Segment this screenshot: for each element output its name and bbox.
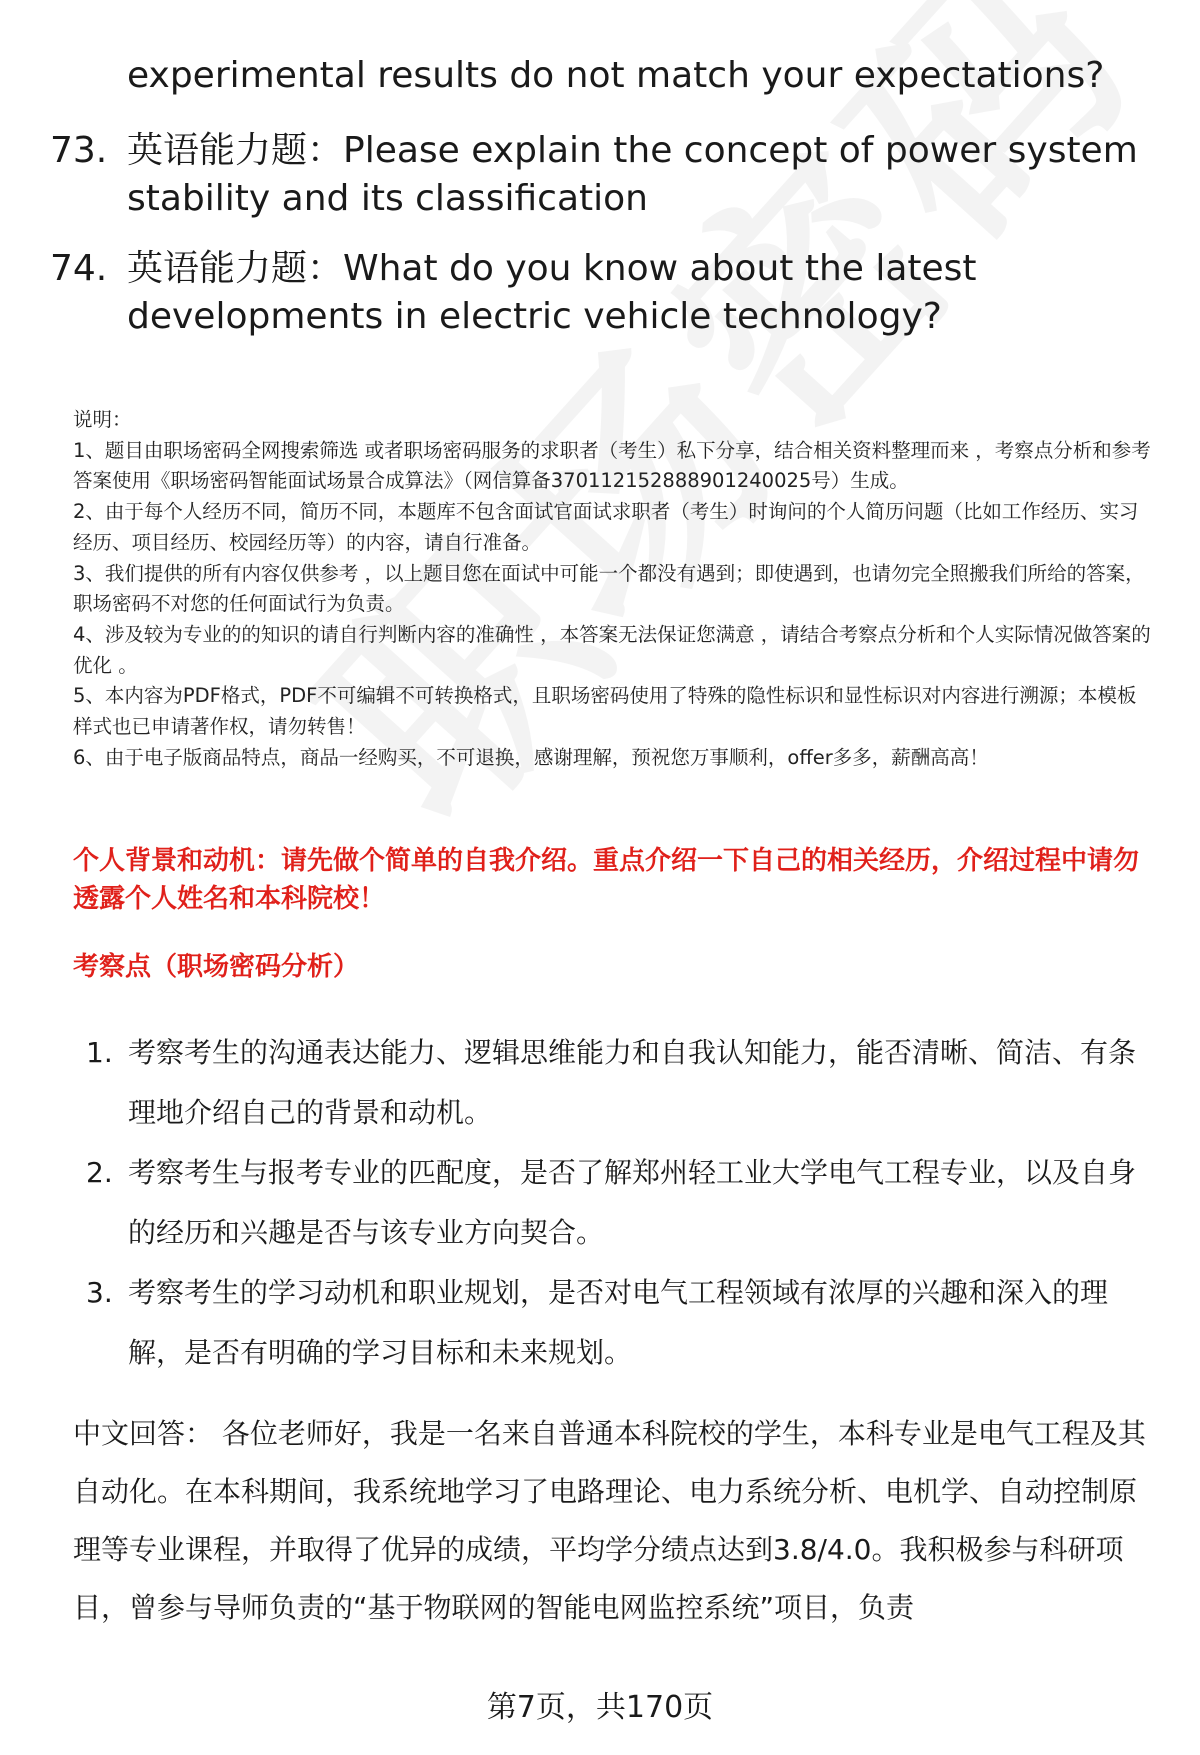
question-text: 英语能力题：Please explain the concept of power system stability and its classification [127, 130, 1138, 219]
criteria-item [73, 1143, 1153, 1263]
question-number: 73. [50, 130, 108, 171]
question-73 [50, 127, 1140, 223]
notes-section [73, 405, 1153, 773]
note-item: 6、由于电子版商品特点，商品一经购买，不可退换，感谢理解，预祝您万事顺利，offer多多，薪酬高高！ [73, 745, 989, 769]
criteria-item [73, 1263, 1153, 1383]
notes-title: 说明： [73, 408, 132, 431]
question-text: 英语能力题：What do you know about the latest developments in electric vehicle technology? [127, 248, 977, 337]
note-item: 1、题目由职场密码全网搜索筛选 或者职场密码服务的求职者（考生）私下分享，结合相关资料整理而来 ，考察点分析和参考答案使用《职场密码智能面试场景合成算法》（网信算备370112152888901240025号）生成。 [73, 438, 1151, 493]
continuation-text: experimental results do not match your expectations? [127, 55, 1105, 96]
section-points-title: 考察点（职场密码分析） [73, 952, 360, 982]
note-item: 3、我们提供的所有内容仅供参考 ，以上题目您在面试中可能一个都没有遇到；即使遇到，也请勿完全照搬我们所给的答案，职场密码不对您的任何面试行为负责。 [73, 561, 1145, 616]
section-question: 个人背景和动机：请先做个简单的自我介绍。重点介绍一下自己的相关经历，介绍过程中请勿透露个人姓名和本科院校！ [73, 846, 1140, 914]
note-item: 5、本内容为PDF格式，PDF不可编辑不可转换格式，且职场密码使用了特殊的隐性标识和显性标识对内容进行溯源；本模板样式也已申请著作权，请勿转售！ [73, 684, 1137, 739]
question-number: 74. [50, 248, 108, 289]
criteria-number: 3. [86, 1276, 113, 1309]
answer-paragraph: 中文回答： 各位老师好，我是一名来自普通本科院校的学生，本科专业是电气工程及其自动化。在本科期间，我系统地学习了电路理论、电力系统分析、电机学、自动控制原理等专业课程，并取得了优异的成绩，平均学分绩点达到3.8/4.0。我积极参与科研项目，曾参与导师负责的“基于物联网的智能电网监控系统”项目，负责 [73, 1417, 1146, 1624]
criteria-text: 考察考生的学习动机和职业规划，是否对电气工程领域有浓厚的兴趣和深入的理解，是否有明确的学习目标和未来规划。 [128, 1276, 1109, 1369]
criteria-list [73, 1023, 1153, 1383]
question-continuation [50, 52, 1140, 100]
criteria-number: 2. [86, 1156, 113, 1189]
criteria-text: 考察考生的沟通表达能力、逻辑思维能力和自我认知能力，能否清晰、简洁、有条理地介绍自己的背景和动机。 [128, 1036, 1137, 1129]
question-74 [50, 245, 1140, 341]
criteria-text: 考察考生与报考专业的匹配度，是否了解郑州轻工业大学电气工程专业，以及自身的经历和兴趣是否与该专业方向契合。 [128, 1156, 1137, 1249]
note-item: 4、涉及较为专业的的知识的请自行判断内容的准确性 ，本答案无法保证您满意 ，请结合考察点分析和个人实际情况做答案的优化 。 [73, 622, 1151, 677]
criteria-item [73, 1023, 1153, 1143]
note-item: 2、由于每个人经历不同，简历不同，本题库不包含面试官面试求职者（考生）时询问的个人简历问题（比如工作经历、实习经历、项目经历、校园经历等）的内容，请自行准备。 [73, 500, 1139, 554]
criteria-number: 1. [86, 1036, 113, 1069]
page-footer: 第7页，共170页 [486, 1690, 714, 1725]
